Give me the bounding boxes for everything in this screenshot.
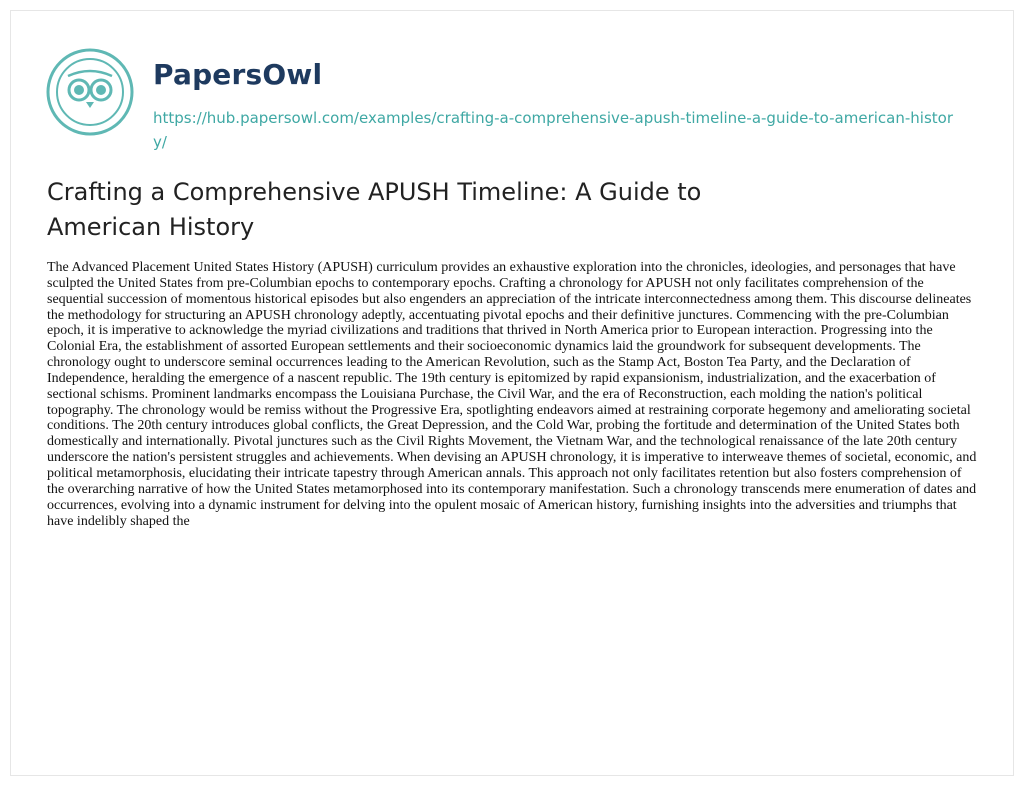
owl-icon xyxy=(44,46,136,138)
source-url-link[interactable]: https://hub.papersowl.com/examples/crafting-a-comprehensive-apush-timeline-a-guide-to-american-history/ xyxy=(153,109,953,151)
brand-name: PapersOwl xyxy=(153,58,323,91)
article-title: Crafting a Comprehensive APUSH Timeline: A Guide to American History xyxy=(47,178,702,241)
article-body: The Advanced Placement United States History (APUSH) curriculum provides an exhaustive exploration into the chronicles, ideologies, and personages that have sculpted the United States from pre-Columbian epochs to contemporary epochs. Crafting a chronology for APUSH not only facilitates comprehension of the sequential succession of momentous historical episodes but also engenders an appreciation of the intricate interconnectedness among them. This discourse delineates the methodology for structuring an APUSH chronology adeptly, accentuating pivotal epochs and their definitive junctures. Commencing with the pre-Columbian epoch, it is imperative to acknowledge the myriad civilizations and traditions that thrived in North America prior to European interaction. Progressing into the Colonial Era, the establishment of assorted European settlements and their socioeconomic dynamics laid the groundwork for subsequent developments. The chronology ought to underscore seminal occurrences leading to the American Revolution, such as the Stamp Act, Boston Tea Party, and the Declaration of Independence, heralding the emergence of a nascent republic. The 19th century is epitomized by rapid expansionism, industrialization, and the exacerbation of sectional schisms. Prominent landmarks encompass the Louisiana Purchase, the Civil War, and the era of Reconstruction, each molding the nation's political topography. The chronology would be remiss without the Progressive Era, spotlighting endeavors aimed at restraining corporate hegemony and ameliorating societal conditions. The 20th century introduces global conflicts, the Great Depression, and the Cold War, probing the fortitude and determination of the United States both domestically and internationally. Pivotal junctures such as the Civil Rights Movement, the Vietnam War, and the technological renaissance of the late 20th century underscore the nation's persistent struggles and achievements. When devising an APUSH chronology, it is imperative to interweave themes of societal, economic, and political metamorphosis, elucidating their intricate tapestry through American annals. This approach not only facilitates retention but also fosters comprehension of the overarching narrative of how the United States metamorphosed into its contemporary manifestation. Such a chronology transcends mere enumeration of dates and occurrences, evolving into a dynamic instrument for delving into the opulent mosaic of American history, furnishing insights into the adversities and triumphs that have indelibly shaped the xyxy=(47,260,977,529)
